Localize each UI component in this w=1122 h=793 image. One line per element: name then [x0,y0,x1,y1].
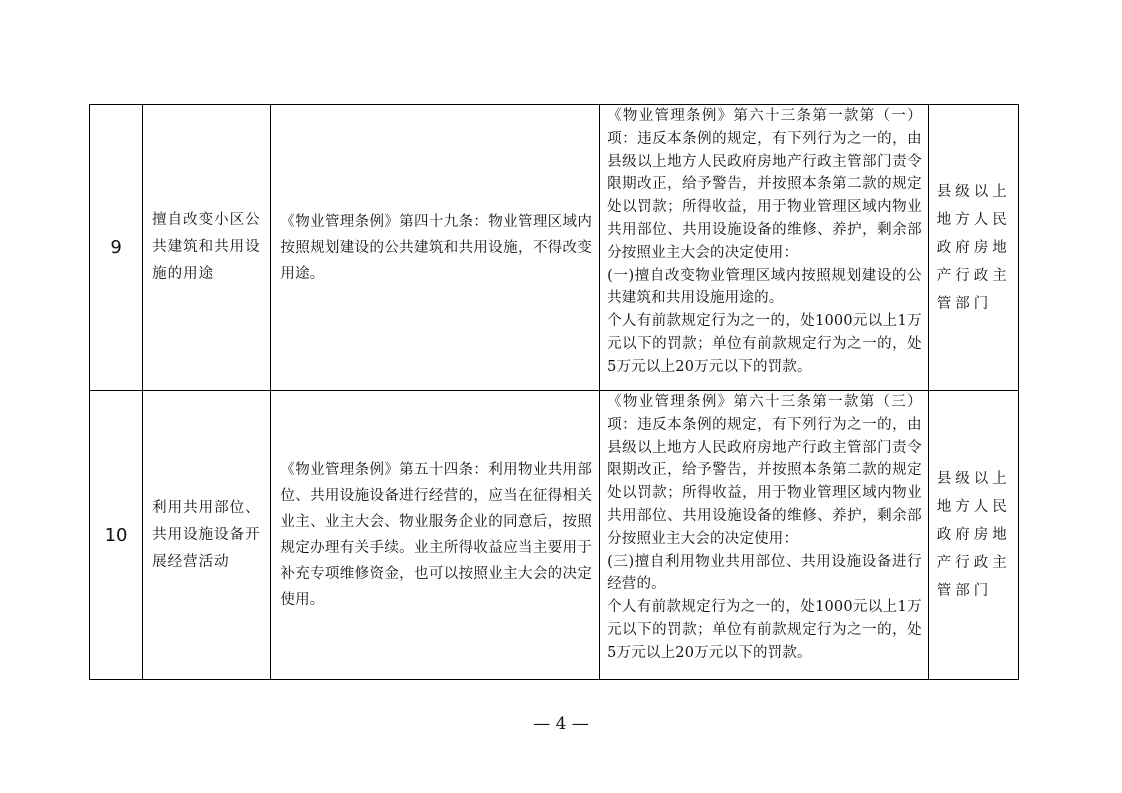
row-number: 9 [90,105,143,391]
penalty-provision [600,105,929,391]
table-row [90,105,1019,391]
legal-basis: 《物业管理条例》第五十四条：利用物业共用部位、共用设施设备进行经营的，应当在征得相关业主、业主大会、物业服务企业的同意后，按照规定办理有关手续。业主所得收益应当主要用于补充专项维修资金，也可以按照业主大会的决定使用。 [271,391,600,680]
penalty-clause: 《物业管理条例》第六十三条第一款第（三）项：违反本条例的规定，有下列行为之一的，由县级以上地方人民政府房地产行政主管部门责令限期改正，给予警告，并按照本条第二款的规定处以罚款；所得收益，用于物业管理区域内物业共用部位、共用设施设备的维修、养护，剩余部分按照业主大会的决定使用： [607,394,922,547]
penalty-amount: 个人有前款规定行为之一的，处1000元以上1万元以下的罚款；单位有前款规定行为之一的，处5万元以上20万元以下的罚款。 [607,599,922,661]
enforcement-department: 县级以上地方人民政府房地产行政主管部门 [928,391,1018,680]
regulation-table [89,104,1019,680]
penalty-provision [600,391,929,680]
penalty-amount: 个人有前款规定行为之一的，处1000元以上1万元以下的罚款；单位有前款规定行为之一的，处5万元以上20万元以下的罚款。 [607,313,922,375]
legal-basis: 《物业管理条例》第四十九条：物业管理区域内按照规划建设的公共建筑和共用设施，不得改变用途。 [271,105,600,391]
penalty-clause: 《物业管理条例》第六十三条第一款第（一）项：违反本条例的规定，有下列行为之一的，由县级以上地方人民政府房地产行政主管部门责令限期改正，给予警告，并按照本条第二款的规定处以罚款；所得收益，用于物业管理区域内物业共用部位、共用设施设备的维修、养护，剩余部分按照业主大会的决定使用： [607,108,922,261]
table-row [90,391,1019,680]
violation-item: 利用共用部位、共用设施设备开展经营活动 [143,391,271,680]
penalty-subitem: (三)擅自利用物业共用部位、共用设施设备进行经营的。 [607,553,922,593]
row-number: 10 [90,391,143,680]
penalty-subitem: (一)擅自改变物业管理区域内按照规划建设的公共建筑和共用设施用途的。 [607,267,922,307]
enforcement-department: 县级以上地方人民政府房地产行政主管部门 [928,105,1018,391]
page-number: — 4 — [533,714,589,734]
violation-item: 擅自改变小区公共建筑和共用设施的用途 [143,105,271,391]
